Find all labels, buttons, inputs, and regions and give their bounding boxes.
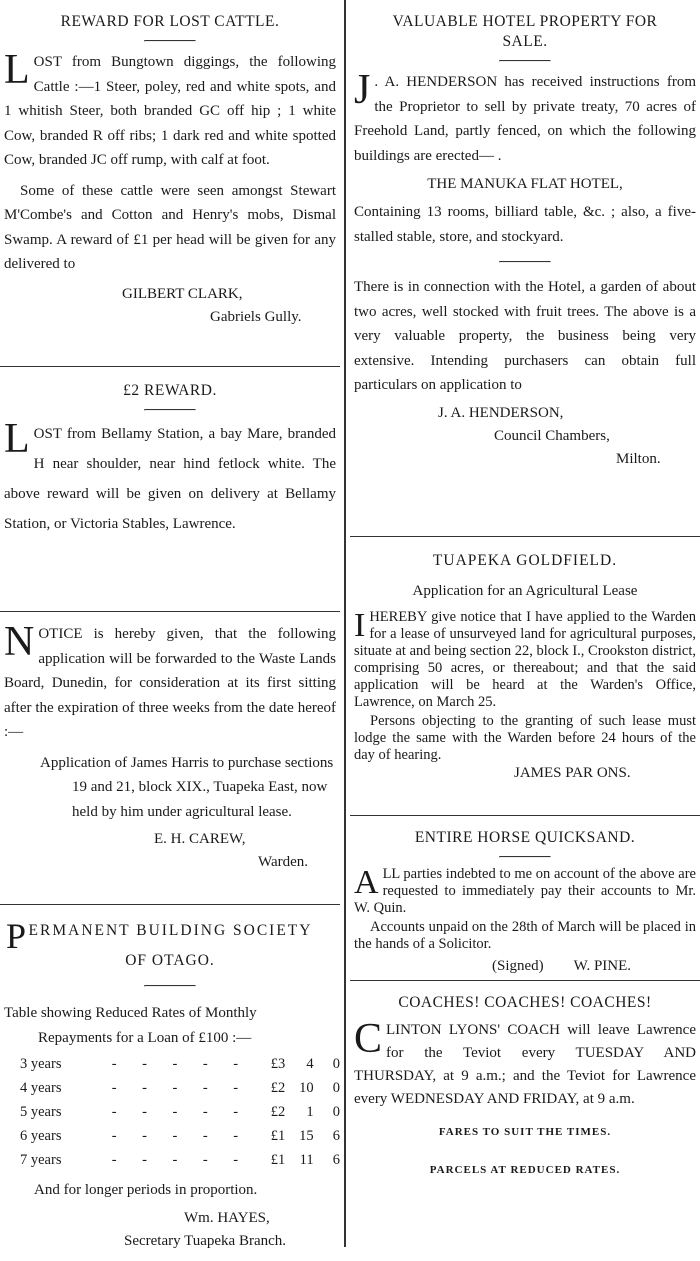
short-rule: [499, 261, 551, 263]
rate-pence: 6: [332, 1127, 340, 1144]
leader-dash: -: [142, 1151, 147, 1168]
rate-term: 7 years: [20, 1151, 62, 1168]
column-divider: [344, 0, 346, 1247]
drop-cap: A: [354, 864, 379, 901]
leader-dash: -: [202, 1103, 208, 1120]
signature-name: W. PINE.: [573, 958, 632, 974]
drop-cap: N: [4, 619, 35, 665]
rate-pounds: £2: [270, 1103, 286, 1120]
rate-pounds: £1: [270, 1127, 286, 1144]
signature-title: Warden.: [258, 854, 309, 870]
ad-lost-cattle: [0, 0, 340, 366]
rate-shillings: 11: [299, 1151, 314, 1168]
rate-pence: 0: [332, 1103, 340, 1120]
leader-dash: -: [111, 1055, 117, 1072]
ad-heading-2: OF OTAGO.: [125, 952, 215, 969]
application-text: Application of James Harris to purchase sections 19 and 21, block XIX., Tuapeka East, now held by him under agricultural lease.: [40, 754, 334, 820]
leader-dash: -: [142, 1055, 147, 1072]
ad-subheading: Application for an Agricultural Lease: [412, 583, 638, 599]
leader-dash: -: [233, 1079, 239, 1096]
short-rule: [144, 985, 196, 987]
signature-name: Wm. HAYES,: [184, 1209, 270, 1226]
leader-dash: -: [142, 1103, 147, 1120]
leader-dash: -: [202, 1127, 208, 1144]
ad-body-2: Containing 13 rooms, billiard table, &c. ; also, a five-stalled stable, store, and stockyard.: [354, 204, 696, 245]
drop-cap: P: [6, 916, 27, 956]
rate-pounds: £2: [270, 1079, 286, 1096]
fares-line: FARES TO SUIT THE TIMES.: [438, 1126, 612, 1138]
rate-row: [20, 1100, 340, 1124]
leader-dash: -: [111, 1079, 117, 1096]
rate-shillings: 15: [299, 1127, 314, 1144]
leader-dash: -: [202, 1055, 208, 1072]
ad-body: LOST from Bungtown diggings, the following Cattle :—1 Steer, poley, red and white spots, and 1 whitish Steer, both branded GC off hip ; 1 white Cow, branded R off ribs; 1 dark red and white spotted Cow, branded JC off rump, with calf at foot.: [4, 47, 336, 168]
leader-dash: -: [142, 1127, 147, 1144]
leader-dash: -: [233, 1151, 239, 1168]
table-intro: Table showing Reduced Rates of Monthly: [4, 1005, 257, 1021]
signature-name: J. A. HENDERSON,: [438, 404, 564, 421]
drop-cap: J: [354, 67, 371, 113]
rate-pounds: £3: [270, 1055, 286, 1072]
rate-term: 5 years: [20, 1103, 62, 1120]
ad-body-2: Accounts unpaid on the 28th of March will be placed in the hands of a Solicitor.: [354, 919, 696, 952]
rate-row: [20, 1052, 340, 1076]
left-column: [0, 0, 340, 1261]
leader-dash: -: [233, 1127, 239, 1144]
rate-shillings: 1: [306, 1103, 314, 1120]
table-footer: And for longer periods in proportion.: [34, 1182, 258, 1198]
leader-dash: -: [172, 1055, 178, 1072]
right-column: [350, 0, 700, 1193]
leader-dash: -: [233, 1103, 239, 1120]
ad-heading: ENTIRE HORSE QUICKSAND.: [414, 829, 636, 846]
rate-row: [20, 1124, 340, 1148]
rates-table: [20, 1052, 340, 1172]
leader-dash: -: [233, 1055, 239, 1072]
ad-body-2: Persons objecting to the granting of such lease must lodge the same with the Warden before 24 hours of the day of hearing.: [354, 713, 696, 763]
ad-goldfield: [350, 537, 700, 815]
ad-body: LOST from Bellamy Station, a bay Mare, branded H near shoulder, near hind fetlock white. The above reward will be given on delivery at Bellamy Station, or Victoria Stables, Lawrence.: [4, 416, 336, 532]
signature-town: Milton.: [616, 450, 661, 467]
rate-shillings: 10: [299, 1079, 314, 1096]
leader-dash: -: [172, 1127, 178, 1144]
leader-dash: -: [111, 1103, 117, 1120]
ad-heading-2: SALE.: [502, 33, 548, 50]
rate-pence: 6: [332, 1151, 340, 1168]
short-rule: [144, 409, 196, 411]
signature-line: (Signed) W. PINE.: [492, 958, 632, 974]
ad-body-2: Some of these cattle were seen amongst Stewart M'Combe's and Cotton and Henry's mobs, Dismal Swamp. A reward of £1 per head will be given for any delivered to: [4, 182, 336, 272]
drop-cap: L: [4, 416, 30, 462]
rate-term: 4 years: [20, 1079, 62, 1096]
ad-body: J . A. HENDERSON has received instructions from the Proprietor to sell by private treaty, 70 acres of Freehold Land, partly fenced, on which the following buildings are erected— .: [354, 67, 696, 164]
signature-place: Gabriels Gully.: [210, 308, 302, 325]
ad-heading: PERMANENT BUILDING SOCIETY: [6, 916, 313, 956]
leader-dash: -: [202, 1151, 208, 1168]
ad-body: CLINTON LYONS' COACH will leave Lawrence for the Teviot every TUESDAY AND THURSDAY, at 9 a.m.; and the Teviot for Lawrence every WEDNESDAY AND FRIDAY, at 9 a.m.: [354, 1016, 696, 1107]
ad-body-3: There is in connection with the Hotel, a garden of about two acres, well stocked with fruit trees. The above is a very valuable property, the business being very extensive. Intending purchasers can obtain full particulars on application to: [354, 279, 696, 393]
drop-cap: I: [354, 607, 366, 644]
ad-heading: VALUABLE HOTEL PROPERTY FOR: [392, 13, 658, 30]
rate-shillings: 4: [306, 1055, 314, 1072]
rate-row: [20, 1076, 340, 1100]
short-rule: [499, 856, 551, 858]
rate-pence: 0: [332, 1079, 340, 1096]
ad-heading: £2 REWARD.: [123, 382, 217, 399]
short-rule: [499, 60, 551, 62]
parcels-line: PARCELS AT REDUCED RATES.: [429, 1164, 621, 1176]
leader-dash: -: [172, 1079, 178, 1096]
ad-notice: [0, 612, 340, 904]
signature-name: E. H. CAREW,: [154, 831, 246, 847]
ad-heading: COACHES! COACHES! COACHES!: [398, 994, 652, 1011]
drop-cap: L: [4, 47, 30, 93]
hotel-name: THE MANUKA FLAT HOTEL,: [427, 176, 623, 192]
rate-term: 6 years: [20, 1127, 62, 1144]
drop-cap: C: [354, 1016, 383, 1062]
rate-pence: 0: [332, 1055, 340, 1072]
signature-name: GILBERT CLARK,: [122, 285, 243, 302]
ad-heading: TUAPEKA GOLDFIELD.: [432, 552, 618, 569]
ad-coaches: [350, 981, 700, 1193]
ad-entire-horse: [350, 816, 700, 980]
leader-dash: -: [202, 1079, 208, 1096]
ad-two-pound-reward: [0, 367, 340, 611]
leader-dash: -: [172, 1103, 178, 1120]
leader-dash: -: [172, 1151, 178, 1168]
rate-term: 3 years: [20, 1055, 62, 1072]
rate-pounds: £1: [270, 1151, 286, 1168]
leader-dash: -: [111, 1151, 117, 1168]
ad-building-society: [0, 905, 340, 1261]
signature-place: Council Chambers,: [494, 427, 610, 444]
ad-body: NOTICE is hereby given, that the following application will be forwarded to the Waste Lands Board, Dunedin, for consideration at its first sitting after the expiration of three weeks from the date hereof :—: [4, 619, 336, 740]
ad-body: ALL parties indebted to me on account of the above are requested to immediately pay their accounts to Mr. W. Quin.: [354, 864, 696, 916]
signature-name: JAMES PAR ONS.: [514, 765, 631, 781]
ad-heading: REWARD FOR LOST CATTLE.: [60, 13, 280, 30]
leader-dash: -: [111, 1127, 117, 1144]
signature-title: Secretary Tuapeka Branch.: [124, 1232, 287, 1249]
ad-hotel-property: [350, 0, 700, 536]
short-rule: [144, 40, 196, 42]
table-intro-2: Repayments for a Loan of £100 :—: [38, 1029, 252, 1046]
ad-body: IHEREBY give notice that I have applied to the Warden for a lease of unsurveyed land for agricultural purposes, situate at and being section 22, block I., Crookston district, comprising 50 acres, or thereabout; and that the said application will be heard at the Warden's Office, Lawrence, on March 25.: [354, 607, 696, 710]
rate-row: [20, 1148, 340, 1172]
leader-dash: -: [142, 1079, 147, 1096]
